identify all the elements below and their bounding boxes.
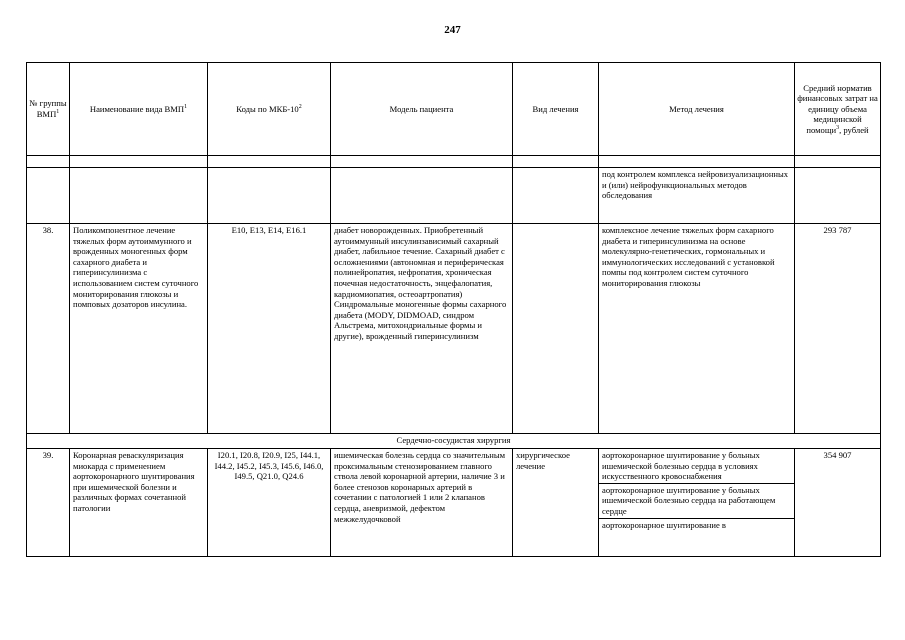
header-vmp-name: Наименование вида ВМП$^1$ [70, 63, 208, 156]
row39-treatment: хирургическое лечение [513, 449, 599, 557]
row38-model: диабет новорожденных. Приобретенный аутоиммунный инсулинзависимый сахарный диабет, лабильное течение. Сахарный диабет с осложнениями (автономная и периферическая полинейропатия, нефропатия, хроническая почечная недостаточность, энцефалопатия, кардиомиопатия, остеоартропатия) Синдромальные моногенные формы сахарного диабета (MODY, DIDMOAD, синдром Альстрема, митохондриальные формы и другие), врожденный гиперинсулинизм [331, 224, 513, 434]
section-row [27, 434, 881, 449]
row38-name: Поликомпонентное лечение тяжелых форм аутоиммунного и врожденных моногенных форм сахарного диабета и гиперинсулинизма с использованием систем суточного мониторирования глюкозы и помповых дозаторов инсулина. [70, 224, 208, 434]
table-row-38 [27, 224, 881, 434]
row38-codes: E10, E13, E14, E16.1 [208, 224, 331, 434]
row39-cost: 354 907 [795, 449, 881, 557]
header-icd-codes: Коды по МКБ-$10^2$ [208, 63, 331, 156]
row39-name: Коронарная реваскуляризация миокарда с применением аортокоронарного шунтирования при ишемической болезни и различных формах сочетанной патологии [70, 449, 208, 557]
table-row-39 [27, 449, 881, 557]
row39-method-3: аортокоронарное шунтирование в [602, 519, 726, 530]
header-group-number: № группы ВМП$^1$ [27, 63, 70, 156]
empty-row [27, 156, 881, 168]
row39-model: ишемическая болезнь сердца со значительным проксимальным стенозированием главного ствола левой коронарной артерии, наличие 3 и более стенозов коронарных артерий в сочетании с патологией 1 или 2 клапанов сердца, аневризмой, дефектом межжелудочковой [331, 449, 513, 557]
row39-methods [599, 449, 795, 557]
header-average-cost: Средний норматив финансовых затрат на единицу объема медицинской помощи$^3$, рублей [795, 63, 881, 156]
continuation-method: под контролем комплекса нейровизуализационных и (или) нейрофункциональных методов обследования [599, 168, 795, 224]
table-header-row [27, 63, 881, 156]
page-number: 247 [444, 24, 461, 36]
vmp-table [26, 62, 881, 557]
header-patient-model: Модель пациента [331, 63, 513, 156]
row39-method-1: аортокоронарное шунтирование у больных ишемической болезнью сердца в условиях искусственного кровоснабжения [599, 449, 794, 484]
header-treatment-type: Вид лечения [513, 63, 599, 156]
row39-number: 39. [27, 449, 70, 557]
row38-number: 38. [27, 224, 70, 434]
table-row-continuation [27, 168, 881, 224]
row39-codes: I20.1, I20.8, I20.9, I25, I44.1, I44.2, I45.2, I45.3, I45.6, I46.0, I49.5, Q21.0, Q24.6 [208, 449, 331, 557]
row38-cost: 293 787 [795, 224, 881, 434]
section-title: Сердечно-сосудистая хирургия [27, 434, 881, 449]
row38-treatment [513, 224, 599, 434]
row39-method-2: аортокоронарное шунтирование у больных ишемической болезнью сердца на работающем сердце [599, 484, 794, 519]
row38-method: комплексное лечение тяжелых форм сахарного диабета и гиперинсулинизма на основе молекулярно-генетических, гормональных и иммунологических исследований с установкой помпы под контролем систем суточного мониторирования глюкозы [599, 224, 795, 434]
header-treatment-method: Метод лечения [599, 63, 795, 156]
